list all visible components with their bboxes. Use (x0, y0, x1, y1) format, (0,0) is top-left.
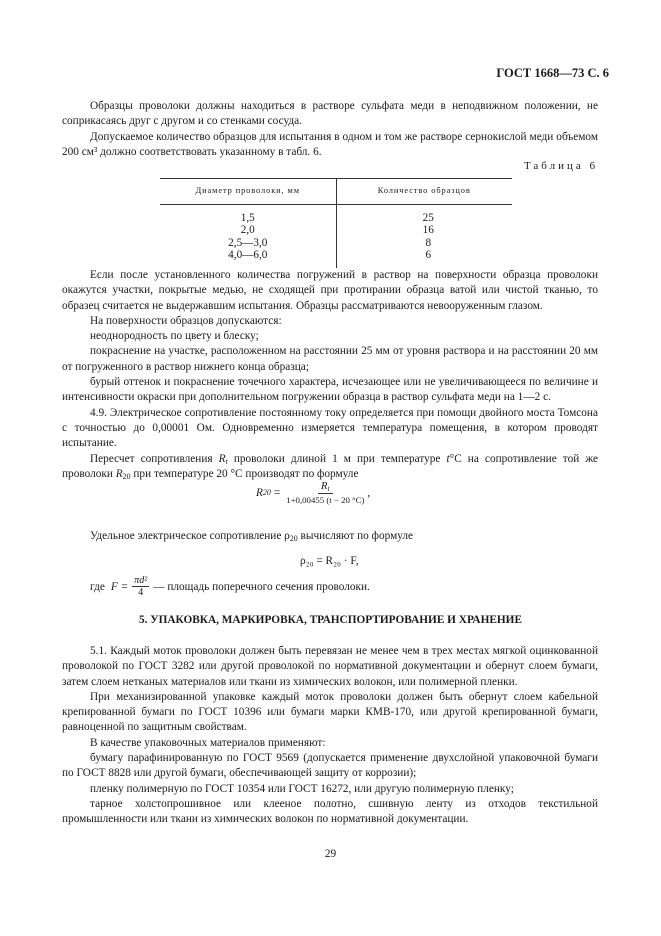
paragraph: бурый оттенок и покраснение точечного характера, исчезающее или не увеличивающееся по величине и интенсивности окраски при дополнительном погружении образца в раствор сульфата меди на 1—2 с. (62, 376, 598, 404)
paragraph: При механизированной упаковке каждый моток проволоки должен быть обернут слоем кабельной крепированной бумаги по ГОСТ 10396 или бумаги марки КМВ-170, или другой крепированной бумаги, равноценной по защитным свойствам. (62, 690, 598, 734)
formula-resistance: R 20 = $\frac{R_t}{1+0,00455 (t - 20 ^\circ С)}$ , (256, 481, 371, 505)
table-row (160, 204, 512, 224)
cell-count: 25 (422, 211, 434, 224)
paragraph-recalc: Пересчет сопротивления $R_t$ проволоки длиной 1 м при температуре t°С на сопротивление той же проволоки $R_{20}$ при температуре 20 °С производят по формуле (62, 452, 599, 481)
paragraph: покраснение на участке, расположенном на расстоянии 25 мм от уровня раствора и на расстоянии 20 мм от погруженного в раствор нижнего конца образца; (62, 345, 598, 373)
intro-block (62, 99, 598, 160)
paragraph: Образцы проволоки должны находиться в растворе сульфата меди в неподвижном положении, не соприкасаясь друг с другом и со стенками сосуда. (62, 100, 598, 128)
cell-diameter: 2,5—3,0 (160, 237, 336, 250)
cell-count: 8 (425, 236, 432, 249)
fraction: $\frac{R_t}{1+0,00455 (t - 20 ^\circ С)}$ (286, 481, 365, 505)
table-row (160, 237, 512, 250)
column-header-diameter: Диаметр проволоки, мм (160, 179, 336, 205)
packaging-block (62, 644, 598, 828)
fraction: $\frac{\text{πd²}}{4}$ (134, 575, 148, 598)
column-header-count: Количество образцов (336, 179, 512, 205)
table-header-row (160, 179, 512, 205)
cell-count: 6 (425, 249, 432, 262)
paragraph: неоднородность по цвету и блеску; (90, 330, 259, 343)
paragraph: 4.9. Электрическое сопротивление постоянному току определяется при помощи двойного моста Томсона с точностью до 0,00001 Ом. Одновременно измеряется температура помещения, в котором проводят испытание. (62, 406, 598, 450)
table-caption: Таблица 6 (523, 160, 598, 172)
paragraph: пленку полимерную по ГОСТ 10354 или ГОСТ 16272, или другую полимерную пленку; (90, 782, 514, 795)
formula-resistivity: ρ₂₀ = R₂₀ · F, (300, 555, 359, 567)
paragraph: тарное холстопрошивное или клееное полотно, сшивную ленту из отходов текстильной промышленности или ткани из химических волокон по нормативной документации. (62, 797, 598, 826)
cell-diameter: 2,0 (160, 224, 336, 237)
paragraph: Если после установленного количества погружений в раствор на поверхности образца проволоки окажутся участки, покрытые медью, не сходящей при протирании образца ватой или чистой тканью, то образец считается не выдержавшим испытания. Образцы рассматриваются невооруженным глазом. (62, 269, 598, 312)
table-row (160, 249, 512, 268)
resistivity-block (62, 529, 598, 544)
cell-count: 16 (422, 224, 434, 237)
page-number: 29 (324, 848, 337, 860)
table-row (160, 224, 512, 237)
formula-area: где F = $\frac{\text{πd²}}{4}$ — площадь поперечного сечения проволоки. (90, 575, 370, 598)
section-title: 5. УПАКОВКА, МАРКИРОВКА, ТРАНСПОРТИРОВАНИЕ И ХРАНЕНИЕ (139, 614, 522, 626)
cell-diameter: 1,5 (160, 204, 336, 224)
table-6 (160, 178, 512, 268)
paragraph: Допускаемое количество образцов для испытания в одном и том же растворе сернокислой меди объемом 200 см³ должно соответствовать указанному в табл. 6. (62, 130, 598, 158)
page-header: ГОСТ 1668—73 С. 6 (496, 66, 609, 80)
test-results-block (62, 268, 598, 482)
paragraph: 5.1. Каждый моток проволоки должен быть перевязан не менее чем в трех местах мягкой оцинкованной проволокой по ГОСТ 3282 или другой проволокой по нормативной документации и обернут слоем бумаги, затем слоем нетканых материалов или ткани из химических волокон, или полимерной пленки. (62, 645, 598, 688)
paragraph: бумагу парафинированную по ГОСТ 9569 (допускается применение двухслойной упаковочной бумаги по ГОСТ 8828 или другой бумаги, обеспечивающей защиту от коррозии); (62, 752, 598, 780)
paragraph: В качестве упаковочных материалов применяют: (90, 736, 326, 749)
paragraph: На поверхности образцов допускаются: (90, 314, 282, 327)
paragraph: Удельное электрическое сопротивление $\rho_{20}$ вычисляют по формуле (90, 530, 414, 543)
cell-diameter: 4,0—6,0 (160, 249, 336, 268)
